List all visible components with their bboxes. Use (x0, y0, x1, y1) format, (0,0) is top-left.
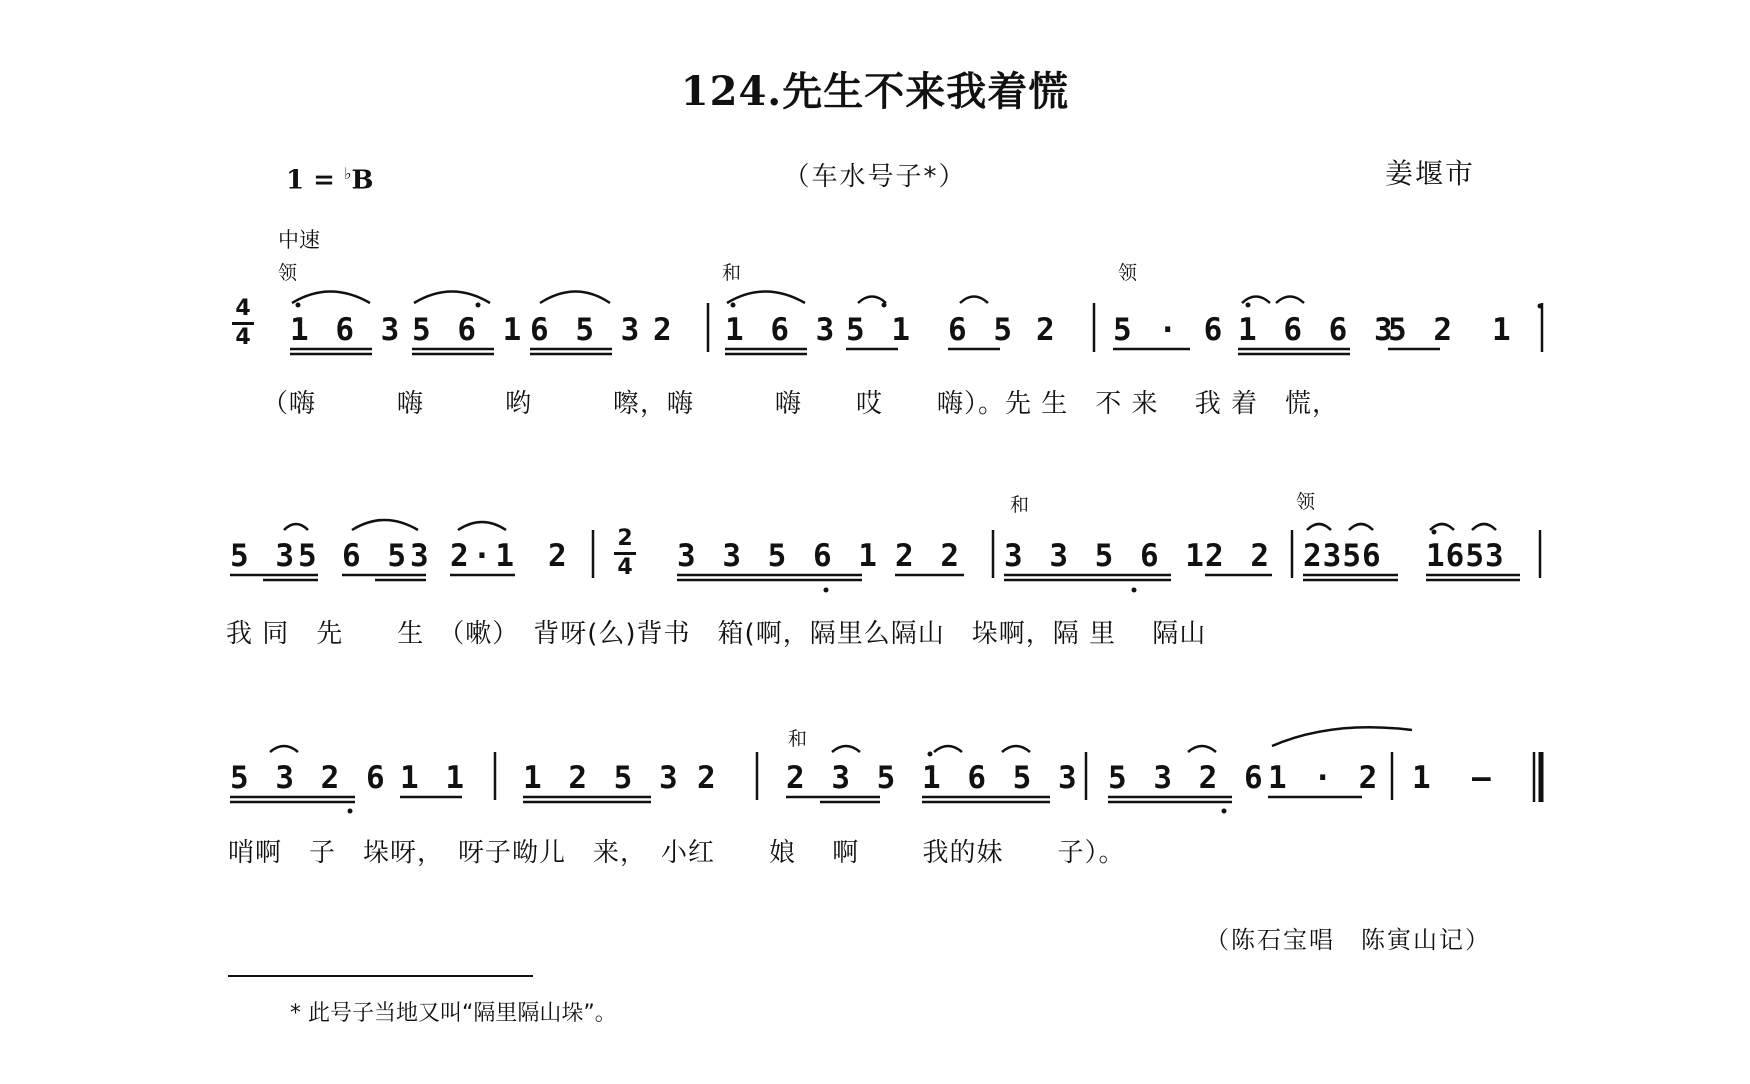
octave-dot (824, 588, 829, 593)
note-group: 6 5 3 (530, 312, 644, 348)
note-group: 5 6 1 (412, 312, 526, 348)
note-group: 2 (697, 760, 720, 796)
flat-sign: ♭ (343, 164, 352, 183)
song-subtitle: （车水号子*） (783, 162, 967, 192)
lyrics-line: （嗨 嗨 哟 嚓，嗨 嗨 哎 嗨）。先 生 不 来 我 着 慌， (262, 389, 1340, 419)
octave-dot (882, 303, 887, 308)
note-group: 1 1 (400, 760, 468, 796)
slur (1188, 746, 1216, 752)
octave-dot (1222, 809, 1227, 814)
note-group: 2 2 (1205, 538, 1273, 574)
slur (832, 746, 860, 752)
note-group: 5 3 2 6 (230, 760, 389, 796)
time-signature: 4 4 (232, 298, 254, 349)
note-group: 2 (1036, 312, 1059, 348)
note-group: 1 (1412, 760, 1435, 796)
note-group: 6 53 (342, 538, 433, 574)
octave-dot (1432, 530, 1437, 535)
note-group: 6 5 (948, 312, 1016, 348)
note-group: 2 2 (895, 538, 963, 574)
song-origin: 姜堰市 (1385, 157, 1476, 190)
note-group: 5 2 (1388, 312, 1456, 348)
note-group: 1 6 5 3 (922, 760, 1081, 796)
slur (352, 520, 418, 530)
song-title: 124.先生不来我着慌 (680, 68, 1070, 115)
note-group: – (1472, 760, 1495, 796)
slur (270, 746, 298, 752)
key-signature: 1 = ♭B (286, 164, 374, 196)
note-group: 2·1 (450, 538, 518, 574)
note-group: 2 3 5 (786, 760, 900, 796)
note-group: 2 (653, 312, 676, 348)
octave-dot (928, 752, 933, 757)
slur (1002, 746, 1030, 752)
octave-dot (476, 303, 481, 308)
octave-dot (731, 303, 736, 308)
performer-credit: （陈石宝唱 陈寅山记） (1205, 926, 1491, 954)
slur (960, 297, 988, 304)
role-marker: 领 (1118, 262, 1138, 284)
role-marker: 和 (722, 262, 742, 284)
slur (1307, 524, 1331, 530)
octave-dot (1246, 303, 1251, 308)
slur (284, 524, 308, 530)
slur (540, 292, 610, 304)
note-group: 1 6 6 3 (1238, 312, 1397, 348)
slur (1272, 727, 1412, 746)
lyrics-line: 哨啊 子 垛呀， 呀子呦儿 来， 小红 娘 啊 我的妹 子）。 (228, 838, 1126, 868)
note-group: 3 3 5 6 1 (1004, 538, 1208, 574)
slur (414, 292, 490, 304)
slur (292, 292, 370, 304)
slur (1349, 524, 1373, 530)
note-group: 1 6 3 (290, 312, 404, 348)
slur (458, 522, 506, 530)
slur (727, 292, 805, 304)
note-group: 1 (1492, 312, 1515, 348)
octave-dot (1132, 588, 1137, 593)
note-group: 1 6 3 (725, 312, 839, 348)
lyrics-line: 我 同 先 生 （嗽） 背呀(么)背书 箱(啊，隔里么隔山 垛啊，隔 里 隔山 (226, 619, 1207, 649)
note-group: 5 1 (846, 312, 914, 348)
note-group: 3 3 5 6 1 (677, 538, 881, 574)
slur (934, 746, 962, 752)
octave-dot (348, 809, 353, 814)
role-marker: 领 (278, 262, 298, 284)
note-group: 2356 (1303, 538, 1382, 574)
note-group: 2 (548, 538, 571, 574)
note-group: 1 2 5 3 (523, 760, 682, 796)
role-marker: 和 (788, 728, 808, 750)
note-group: 1 · 2 (1268, 760, 1382, 796)
slur (1430, 524, 1454, 530)
time-signature: 2 4 (614, 528, 636, 579)
note-group: 5 · 6 (1113, 312, 1227, 348)
note-group: 1653 (1426, 538, 1505, 574)
octave-dot (1538, 304, 1543, 309)
slur (1472, 524, 1496, 530)
slur (1242, 297, 1270, 304)
slur (858, 297, 886, 304)
note-group: 5 3 2 6 (1108, 760, 1267, 796)
octave-dot (296, 303, 301, 308)
tempo-marking: 中速 (278, 228, 320, 252)
role-marker: 和 (1010, 494, 1030, 516)
note-group: 5 35 (230, 538, 321, 574)
footnote: * 此号子当地又叫“隔里隔山垛”。 (290, 1001, 617, 1026)
role-marker: 领 (1296, 491, 1316, 513)
slur (1276, 297, 1304, 304)
